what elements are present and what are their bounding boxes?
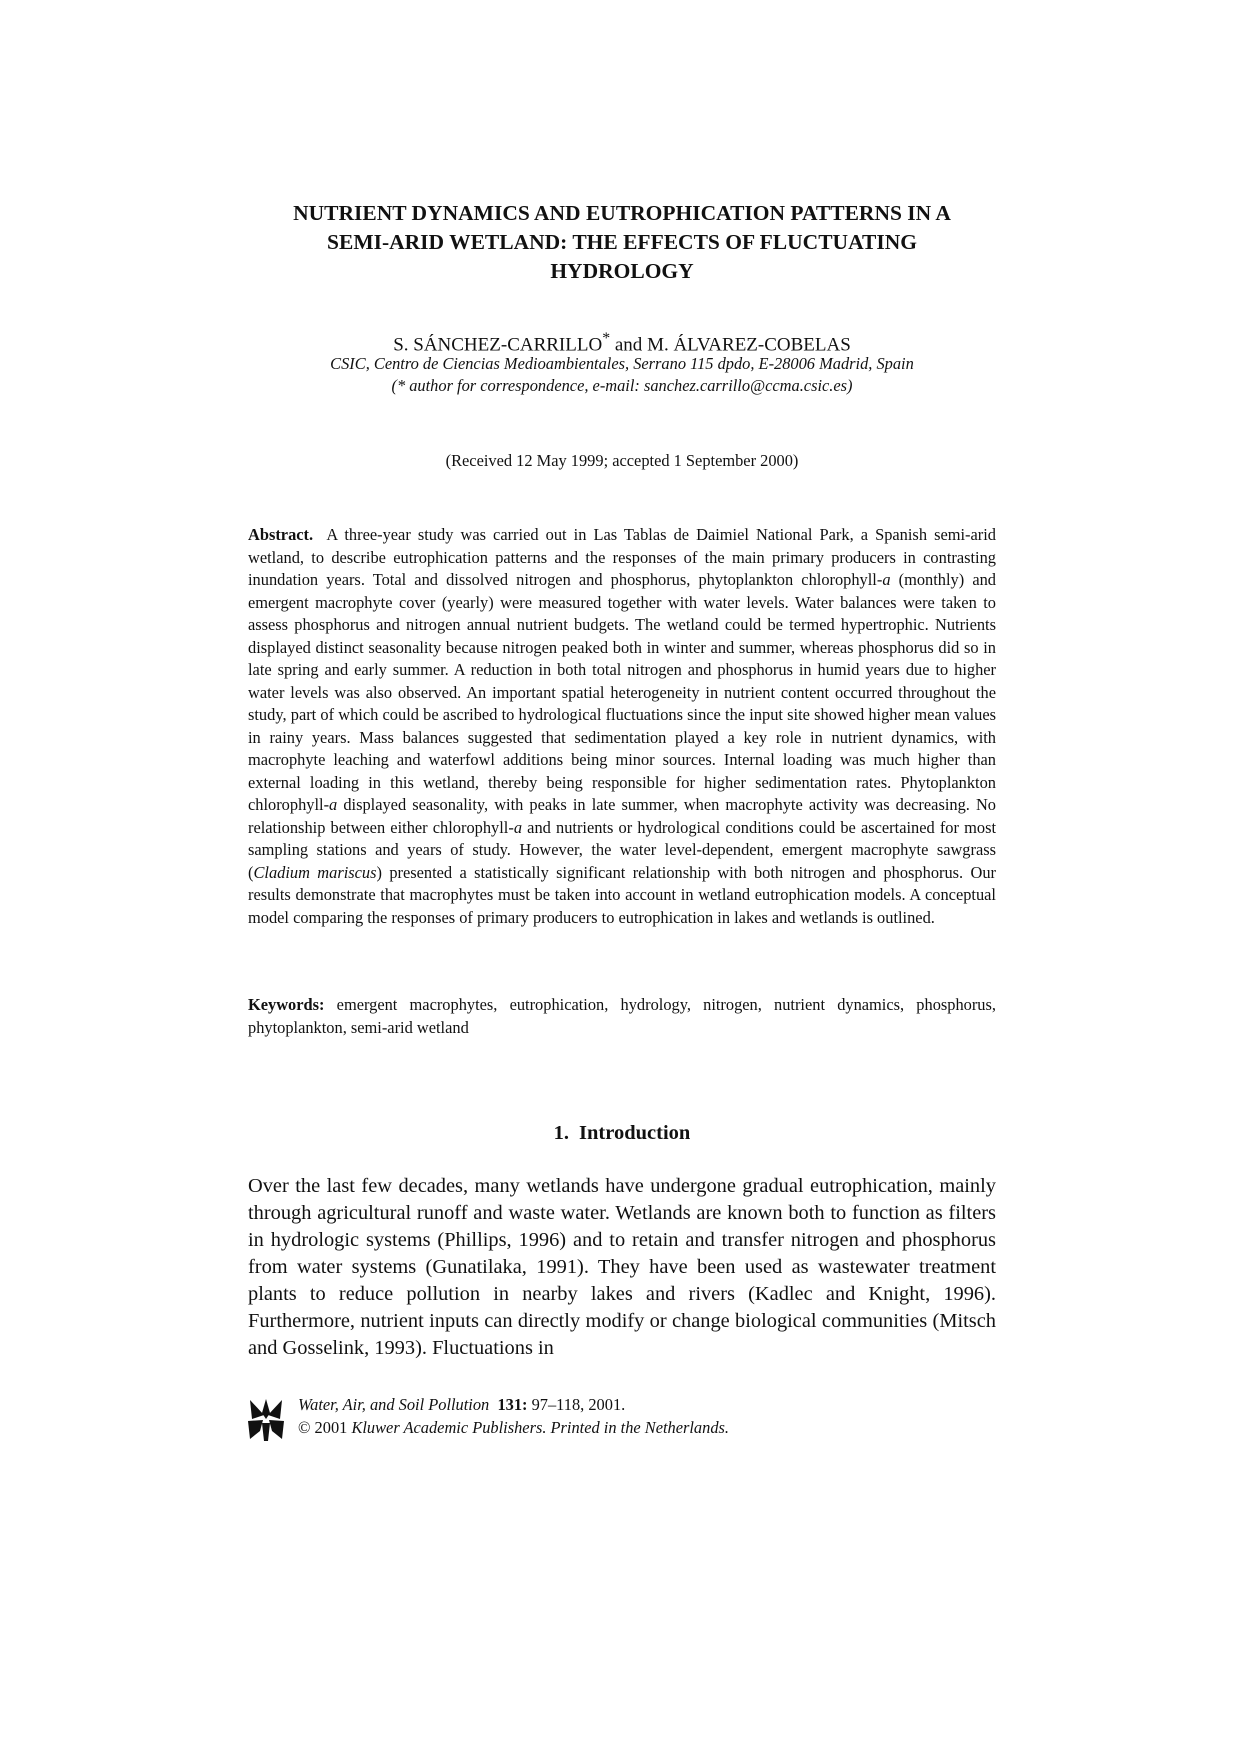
introduction-paragraph: Over the last few decades, many wetlands have undergone gradual eutrophication, mainly through agricultural runoff and waste water. Wetlands are known both to function as filters in hydrologic systems (Phillips, 1996) and to retain and transfer nitrogen and phosphorus from water systems (Gunatilaka, 1991). They have been used as wastewater treatment plants to reduce pollution in nearby lakes and rivers (Kadlec and Knight, 1996). Furthermore, nutrient inputs can directly modify or change biological communities (Mitsch and Gosselink, 1993). Fluctuations in (248, 1175, 996, 1359)
correspondence-note: (* author for correspondence, e-mail: sanchez.carrillo@ccma.csic.es) (391, 376, 853, 395)
keywords (248, 994, 996, 1039)
title-line-1: NUTRIENT DYNAMICS AND EUTROPHICATION PATTERNS IN A (293, 201, 951, 225)
footer-line-copyright (298, 1416, 729, 1439)
section-title: Introduction (579, 1122, 691, 1144)
copyright-year: © 2001 (298, 1418, 352, 1437)
author-2: M. ÁLVAREZ-COBELAS (647, 334, 851, 356)
abstract-italic-1: a (882, 570, 891, 589)
author-conjunction: and (610, 334, 648, 356)
received-dates: (Received 12 May 1999; accepted 1 September 2000) (445, 451, 799, 470)
abstract-text-3: displayed seasonality, with peaks in late summer, when macrophyte activity was decreasing. No relationship between either chlorophyll- (248, 795, 996, 837)
section-number: 1. (553, 1122, 570, 1144)
keywords-label: Keywords: (248, 995, 325, 1014)
abstract-label: Abstract. (248, 525, 314, 544)
author-1: S. SÁNCHEZ-CARRILLO (393, 334, 603, 356)
keywords-text: emergent macrophytes, eutrophication, hydrology, nitrogen, nutrient dynamics, phosphorus, phytoplankton, semi-arid wetland (248, 995, 996, 1037)
abstract-species-name: Cladium mariscus (253, 862, 377, 882)
footer-citation (298, 1393, 729, 1439)
abstract-text-1: A three-year study was carried out in Las Tablas de Daimiel National Park, a Spanish semi-arid wetland, to describe eutrophication patterns and the responses of the main primary producers in contrasting inundation years. Total and dissolved nitrogen and phosphorus, phytoplankton chlorophyll- (248, 525, 996, 589)
journal-name: Water, Air, and Soil Pollution (298, 1395, 490, 1414)
affiliation (248, 353, 996, 397)
abstract-text-4: and nutrients or hydrological conditions could be ascertained for most sampling stations and years of study. However, the water level-dependent, emergent macrophyte sawgrass ( (248, 817, 997, 882)
publisher-name: Kluwer Academic Publishers. Printed in the Netherlands. (351, 1418, 729, 1437)
paper-title (248, 199, 996, 286)
section-heading (248, 1120, 996, 1146)
kluwer-logo-icon (248, 1397, 284, 1443)
title-line-2: SEMI-ARID WETLAND: THE EFFECTS OF FLUCTUATING (327, 230, 917, 254)
journal-footer (248, 1393, 996, 1447)
correspondence-mark: * (602, 330, 611, 347)
abstract-italic-3: a (513, 817, 523, 837)
title-line-3: HYDROLOGY (550, 259, 694, 283)
abstract-italic-2: a (329, 795, 338, 814)
footer-line-journal (298, 1393, 729, 1416)
journal-volume: 131: (497, 1395, 528, 1414)
affiliation-address: CSIC, Centro de Ciencias Medioambientales, Serrano 115 dpdo, E-28006 Madrid, Spain (330, 354, 914, 373)
abstract-text-5: ) presented a statistically significant relationship with both nitrogen and phosphorus. Our results demonstrate that macrophytes must be taken into account in wetland eutrophication models. A conceptual model comparing the responses of primary producers to eutrophication in lakes and wetlands is outlined. (248, 862, 996, 927)
abstract (248, 524, 996, 929)
journal-pages: 97–118, 2001. (527, 1395, 626, 1414)
abstract-text-2: (monthly) and emergent macrophyte cover (yearly) were measured together with water levels. Water balances were taken to assess phosphorus and nitrogen annual nutrient budgets. The wetland could be termed hypertrophic. Nutrients displayed distinct seasonality because nitrogen peaked both in winter and summer, whereas phosphorus did so in late spring and early summer. A reduction in both total nitrogen and phosphorus in humid years due to higher water levels was also observed. An important spatial heterogeneity in nutrient content occurred throughout the study, part of which could be ascribed to hydrological fluctuations since the input site showed higher mean values in rainy years. Mass balances suggested that sedimentation played a key role in nutrient dynamics, with macrophyte leaching and waterfowl additions being minor sources. Internal loading was much higher than external loading in this wetland, thereby being responsible for higher sedimentation rates. Phytoplankton chlorophyll- (248, 570, 996, 814)
